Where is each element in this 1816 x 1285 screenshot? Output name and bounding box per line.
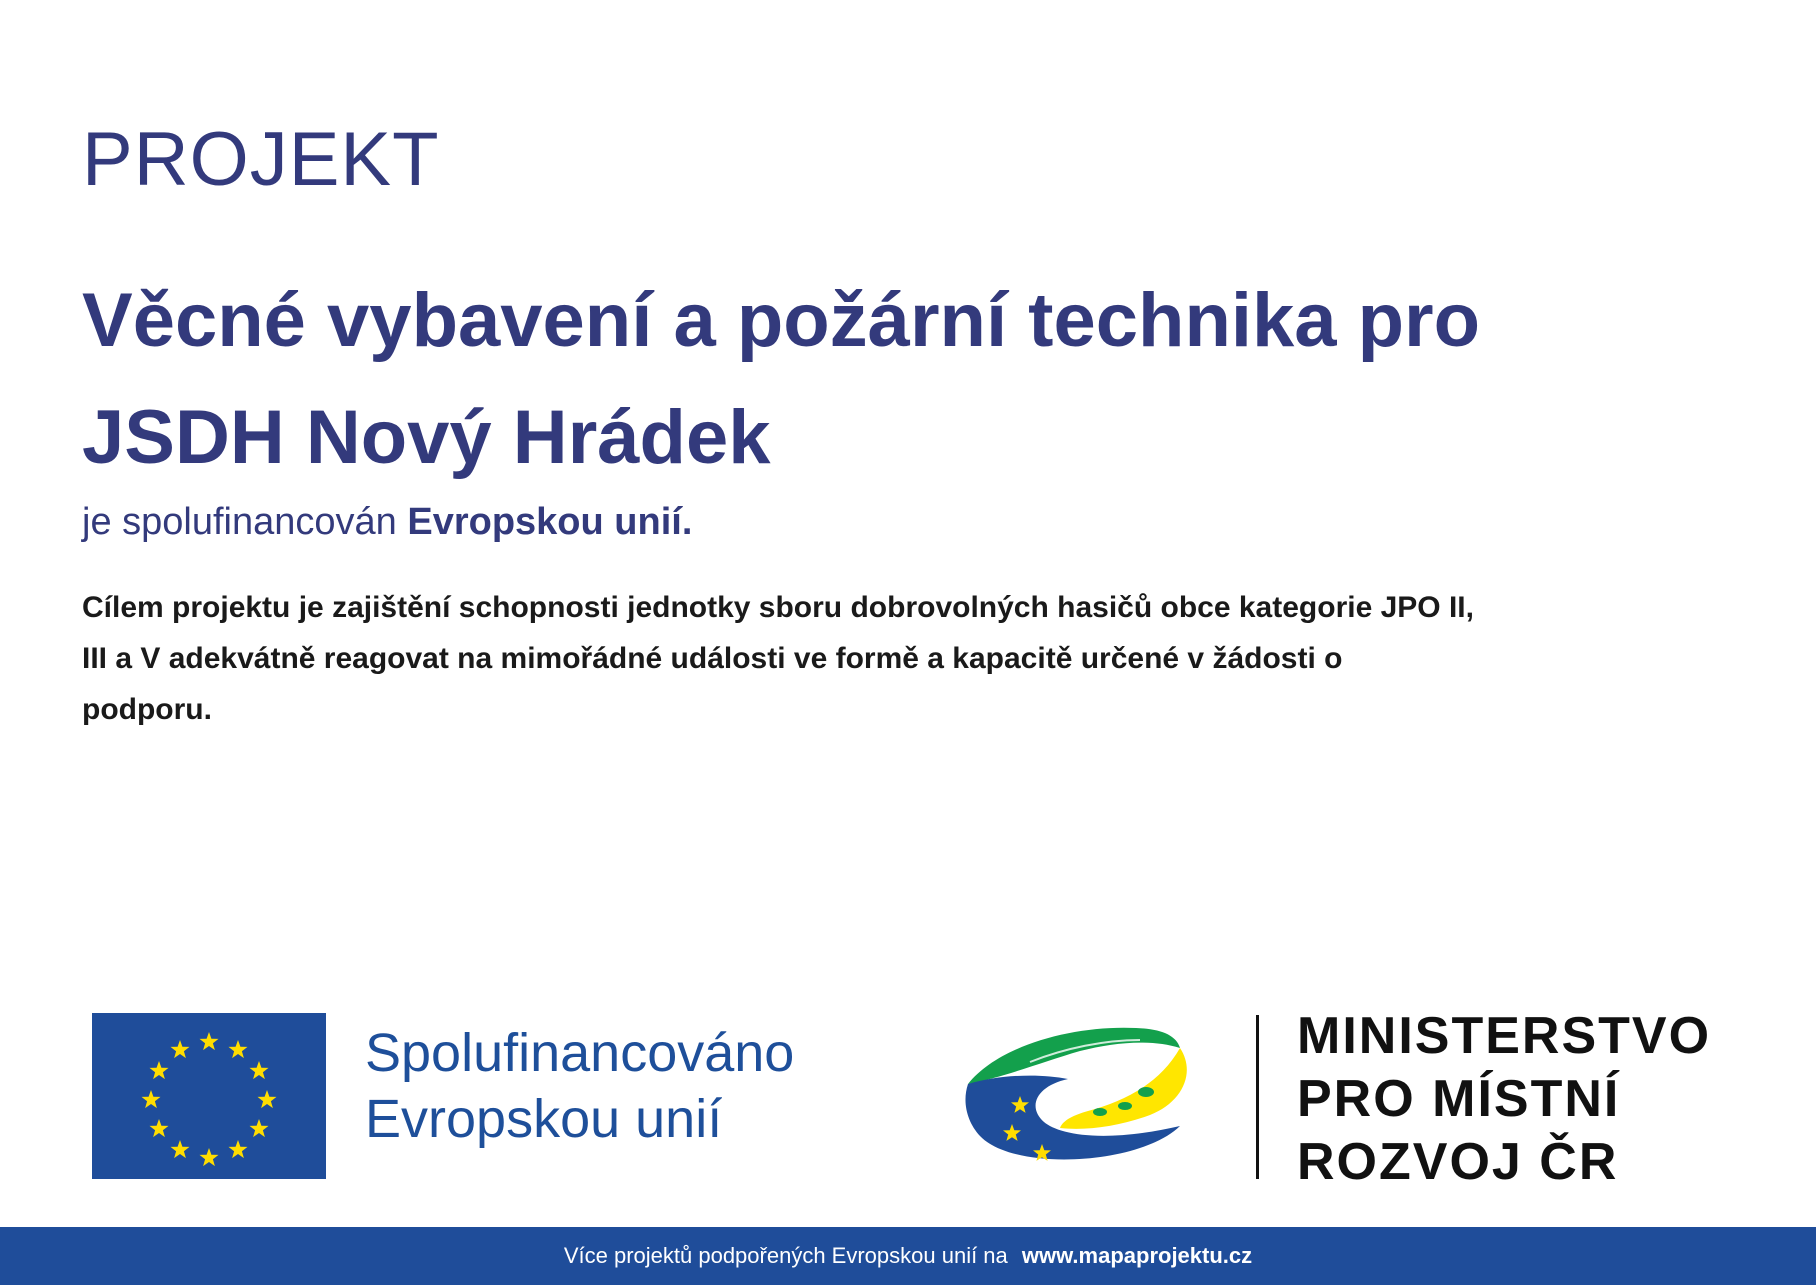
ministry-line-3: ROZVOJ ČR bbox=[1297, 1133, 1619, 1191]
eu-cofinanced-text bbox=[365, 1020, 885, 1152]
eu-star bbox=[200, 1032, 219, 1050]
eu-star bbox=[250, 1119, 269, 1137]
logo-divider bbox=[1256, 1015, 1259, 1179]
project-title-line-1: Věcné vybavení a požární technika pro bbox=[82, 278, 1481, 363]
eu-star bbox=[171, 1140, 190, 1158]
footer-link[interactable]: www.mapaprojektu.cz bbox=[1021, 1243, 1253, 1268]
cofinancing-prefix: je spolufinancován bbox=[82, 501, 397, 543]
project-title-line-2: JSDH Nový Hrádek bbox=[82, 395, 771, 480]
eu-stars bbox=[92, 1013, 326, 1179]
mmr-green-swoosh bbox=[968, 1028, 1180, 1084]
project-goal-line-3: podporu. bbox=[82, 693, 212, 726]
mmr-leaf bbox=[1093, 1108, 1107, 1116]
project-goal bbox=[82, 582, 1642, 735]
cofinancing-eu: Evropskou unií. bbox=[407, 501, 693, 543]
project-label: PROJEKT bbox=[82, 117, 440, 202]
eu-flag-icon bbox=[92, 1013, 326, 1179]
eu-star bbox=[150, 1119, 169, 1137]
mmr-yellow-swoosh bbox=[1060, 1048, 1187, 1129]
eu-text-line-2: Evropskou unií bbox=[365, 1089, 723, 1149]
ministry-line-1: MINISTERSTVO bbox=[1297, 1007, 1712, 1065]
cofinancing-statement bbox=[82, 500, 692, 546]
footer-text: Více projektů podpořených Evropskou unií na bbox=[563, 1243, 1008, 1268]
footer-bar bbox=[0, 1227, 1816, 1285]
mmr-leaf bbox=[1138, 1087, 1154, 1097]
mmr-emblem-graphic bbox=[960, 1020, 1220, 1180]
mmr-leaf bbox=[1118, 1102, 1132, 1110]
eu-star bbox=[229, 1140, 248, 1158]
eu-text-line-1: Spolufinancováno bbox=[365, 1023, 795, 1083]
project-goal-line-1: Cílem projektu je zajištění schopnosti jednotky sboru dobrovolných hasičů obce kategorie JPO II, bbox=[82, 591, 1474, 624]
project-title bbox=[82, 262, 1722, 496]
eu-star-ring bbox=[142, 1032, 277, 1166]
eu-star bbox=[250, 1061, 269, 1079]
eu-star bbox=[229, 1040, 248, 1058]
eu-star bbox=[142, 1090, 161, 1108]
mmr-emblem-icon bbox=[960, 1020, 1220, 1180]
eu-star bbox=[171, 1040, 190, 1058]
ministry-line-2: PRO MÍSTNÍ bbox=[1297, 1070, 1621, 1128]
eu-star bbox=[150, 1061, 169, 1079]
eu-star bbox=[200, 1148, 219, 1166]
eu-star bbox=[258, 1090, 277, 1108]
project-goal-line-2: III a V adekvátně reagovat na mimořádné události ve formě a kapacitě určené v žádosti o bbox=[82, 642, 1343, 675]
ministry-name bbox=[1297, 1005, 1711, 1194]
